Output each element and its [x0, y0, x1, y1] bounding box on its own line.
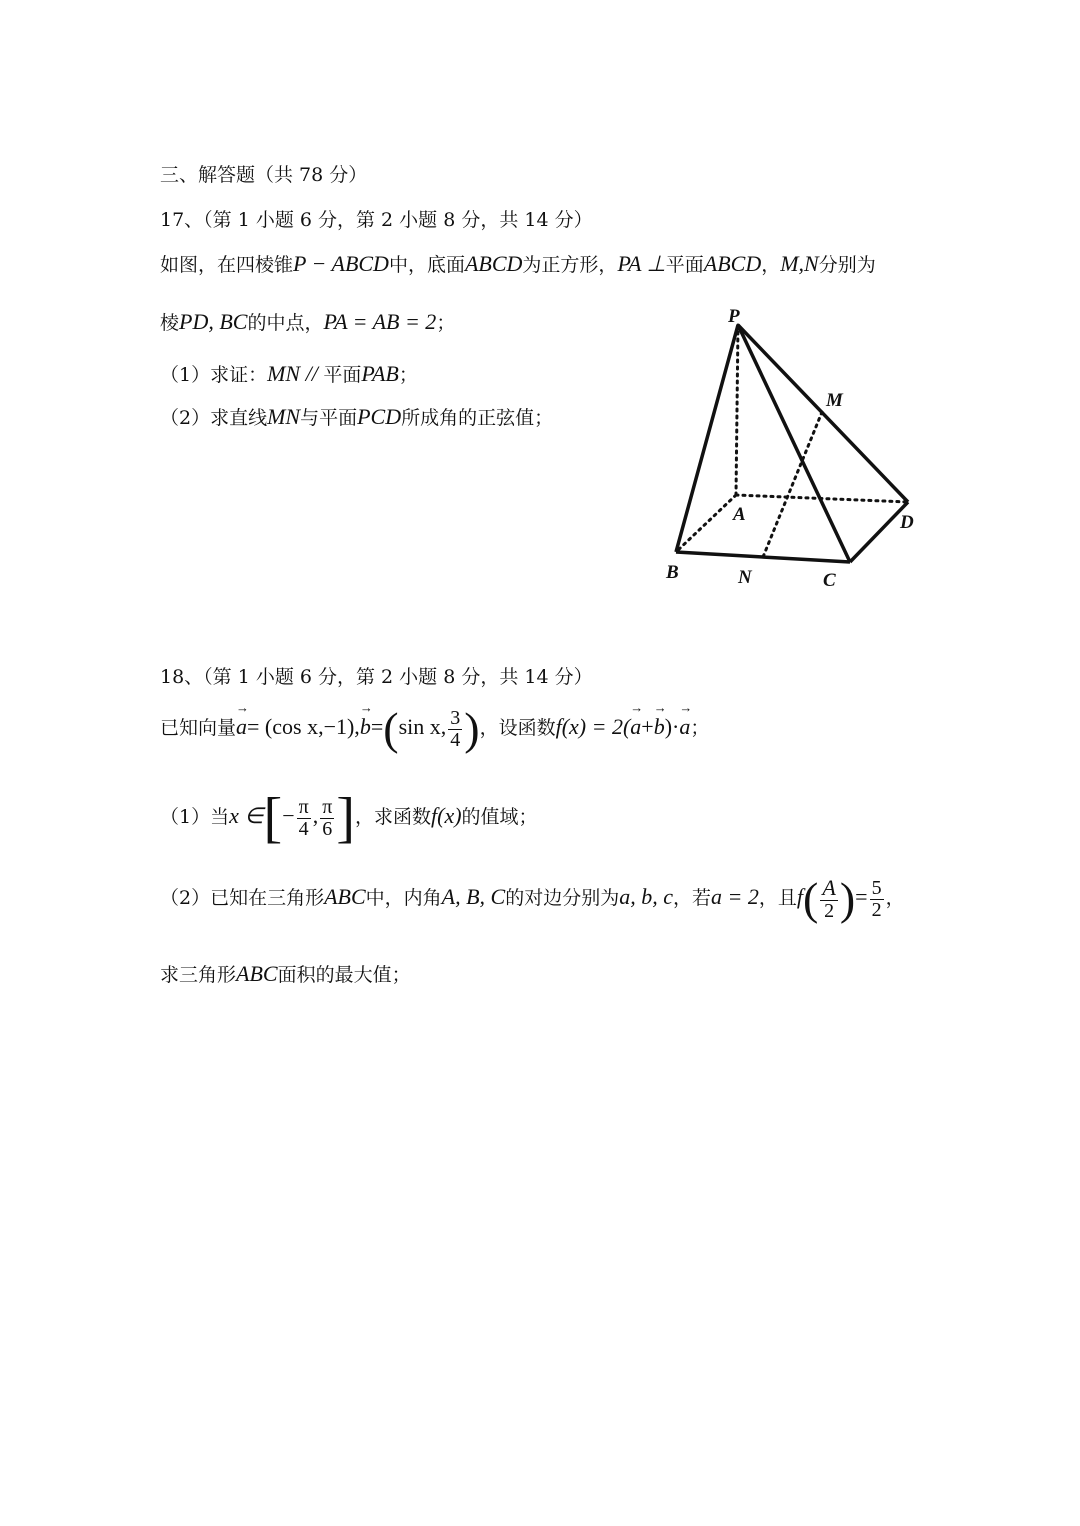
- q18-part-2-line-2: 求三角形ABC面积的最大值；: [160, 961, 411, 986]
- section-heading: 三、解答题（共 78 分）: [160, 164, 368, 186]
- label-N: N: [738, 567, 752, 588]
- label-P: P: [728, 306, 740, 327]
- q17-header: 17、（第 1 小题 6 分，第 2 小题 8 分，共 14 分）: [160, 209, 593, 231]
- edge-PA: [736, 325, 738, 495]
- q17-stem-line-2: 棱PD, BC的中点，PA = AB = 2；: [160, 309, 456, 334]
- label-B: B: [666, 562, 679, 583]
- fraction-5-2: $\frac{5}{2}$: [871, 876, 882, 921]
- fraction-pi-4: $\frac{\pi}{4}$: [298, 795, 309, 840]
- fraction-3-4: $\frac{3}{4}$: [450, 706, 461, 751]
- edge-PB: [676, 325, 738, 552]
- fraction-pi-6: $\frac{\pi}{6}$: [322, 795, 333, 840]
- q17-part-2: （2）求直线MN与平面PCD所成角的正弦值；: [160, 404, 554, 429]
- q17-part-1: （1）求证：MN // 平面PAB；: [160, 361, 418, 386]
- label-A: A: [733, 504, 746, 525]
- q18-part-2: （2）已知在三角形ABC中，内角A, B, C的对边分别为a, b, c，若a = 2，且f( $\frac{A}{2}$ )= $\frac{5}{2}$ ，: [160, 873, 905, 924]
- label-M: M: [826, 390, 843, 411]
- q17-stem-line-1: 如图，在四棱锥P − ABCD中，底面ABCD为正方形，PA ⊥平面ABCD，M,N分别为: [160, 251, 876, 276]
- edge-PC: [738, 325, 850, 562]
- pyramid-figure: [650, 300, 950, 600]
- fraction-A-2: $\frac{A}{2}$: [822, 875, 836, 922]
- q18-part-1: （1）当x ∈[− $\frac{\pi}{4}$ , $\frac{\pi}{6}$ ]，求函数f(x)的值域；: [160, 787, 538, 849]
- label-D: D: [900, 512, 914, 533]
- q18-header: 18、（第 1 小题 6 分，第 2 小题 8 分，共 14 分）: [160, 666, 593, 688]
- label-C: C: [823, 570, 836, 591]
- q18-stem: 已知向量→ a= (cos x,−1),→ b=(sin x, $\frac{3}{4}$ )，设函数f(x) = 2(→ a+→ b)·→ a；: [160, 706, 709, 752]
